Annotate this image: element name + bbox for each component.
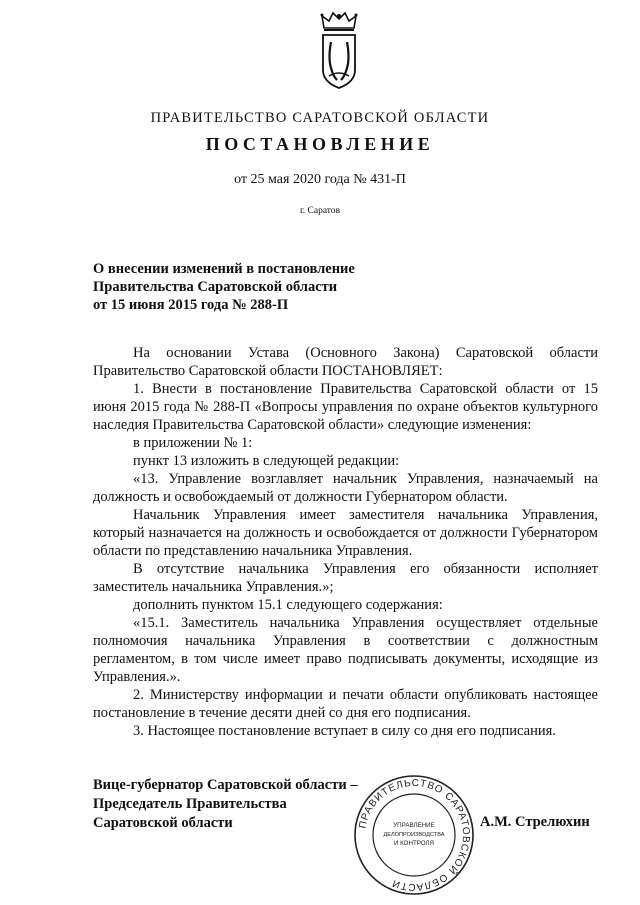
paragraph: в приложении № 1:: [133, 435, 253, 451]
document-body: [93, 344, 598, 740]
signatory-name: А.М. Стрелюхин: [480, 814, 590, 830]
subject-line: Правительства Саратовской области: [93, 279, 338, 295]
city: г. Саратов: [299, 206, 341, 216]
signatory-title-line: Саратовской области: [93, 815, 233, 831]
signatory-title-line: Вице-губернатор Саратовской области –: [93, 777, 358, 793]
stamp-outer-text: ПРАВИТЕЛЬСТВО САРАТОВСКОЙ ОБЛАСТИ: [357, 777, 472, 893]
paragraph: 2. Министерству информации и печати области опубликовать настоящее постановление в течение десяти дней со дня его подписания.: [93, 687, 598, 721]
official-stamp: [352, 773, 476, 897]
paragraph: «15.1. Заместитель начальника Управления осуществляет отдельные полномочия начальника Управления в соответствии с должностным регламентом, в том числе имеет право подписывать документы, исходящие из Управления.».: [93, 615, 598, 685]
paragraph: 1. Внести в постановление Правительства Саратовской области от 15 июня 2015 года № 288-П «Вопросы управления по охране объектов культурного наследия Правительства Саратовской области» следующие изменения:: [93, 381, 598, 433]
stamp-inner-line: УПРАВЛЕНИЕ: [393, 822, 435, 829]
signatory-title-line: Председатель Правительства: [93, 796, 287, 812]
paragraph: Начальник Управления имеет заместителя начальника Управления, который назначается на должность и освобождается от должности Губернатором области по представлению начальника Управления.: [93, 507, 598, 559]
subject-line: О внесении изменений в постановление: [93, 261, 355, 277]
paragraph: 3. Настоящее постановление вступает в силу со дня его подписания.: [133, 723, 556, 739]
paragraph: «13. Управление возглавляет начальник Управления, назначаемый на должность и освобождаемый от должности Губернатором области.: [93, 471, 598, 505]
subject-line: от 15 июня 2015 года № 288-П: [93, 297, 289, 313]
paragraph: В отсутствие начальника Управления его обязанности исполняет заместитель начальника Управления.»;: [93, 561, 598, 595]
paragraph: дополнить пунктом 15.1 следующего содержания:: [133, 597, 443, 613]
stamp-inner-line: ДЕЛОПРОИЗВОДСТВА: [383, 832, 445, 838]
government-name: ПРАВИТЕЛЬСТВО САРАТОВСКОЙ ОБЛАСТИ: [150, 110, 490, 126]
date-number: от 25 мая 2020 года № 431-П: [234, 172, 406, 187]
document-type: ПОСТАНОВЛЕНИЕ: [205, 134, 435, 154]
document-subject: [93, 260, 493, 314]
stamp-inner-line: И КОНТРОЛЯ: [393, 840, 435, 847]
paragraph: На основании Устава (Основного Закона) Саратовской области Правительство Саратовской области ПОСТАНОВЛЯЕТ:: [93, 345, 598, 379]
paragraph: пункт 13 изложить в следующей редакции:: [133, 453, 400, 469]
saratov-coat-of-arms-icon: [318, 10, 360, 90]
signatory-title: [93, 776, 358, 833]
